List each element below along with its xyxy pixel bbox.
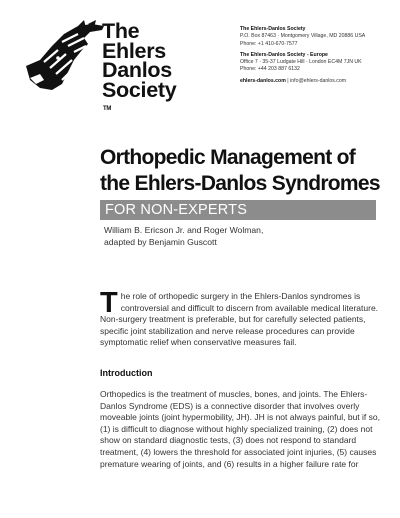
intro-text: he role of orthopedic surgery in the Ehlers-Danlos syndromes is controversial and difficult to discern from available medical literature. Non-surgery treatment is preferable, but for carefully selected patients, specific joint stabilization and nerve release procedures can provide symptomatic relief when conservative measures fail. <box>100 291 379 348</box>
org-name-line4: Society TM <box>102 81 176 120</box>
title-line2: the Ehlers-Danlos Syndromes <box>100 172 380 195</box>
email-link[interactable]: | info@ehlers-danlos.com <box>287 77 347 84</box>
eu-phone: Phone: +44 203 887 6132 <box>240 66 300 73</box>
title-line1: Orthopedic Management of <box>100 146 356 169</box>
org-name-line3: Danlos <box>102 58 172 82</box>
body-paragraph: Orthopedics is the treatment of muscles, bones, and joints. The Ehlers-Danlos Syndrome (EDS) is a connective disorder that involves overly moveable joints (joint hypermobility, JH). JH is not always painful, but if so, (1) is difficult to diagnose without highly specialized training, (2) does not show on standard diagnostic tests, (3) does not respond to standard treatment, (4) lowers the threshold for associated joint injuries, (5) causes premature wearing of joints, and (6) results in a higher failure rate for <box>100 389 380 469</box>
intro-paragraph <box>100 287 384 349</box>
contact-block <box>240 26 390 85</box>
zebra-logo <box>18 20 108 94</box>
authors <box>104 225 384 248</box>
org-name-line2: Ehlers <box>102 38 166 63</box>
eu-address: Office 7 · 35-37 Ludgate Hill · London EC4M 7JN UK <box>240 59 362 66</box>
web-contact <box>240 78 390 85</box>
trademark: TM <box>103 106 112 112</box>
audience-banner: FOR NON-EXPERTS <box>100 200 376 220</box>
authors-line1: William B. Ericson Jr. and Roger Wolman, <box>104 225 264 235</box>
us-org-name: The Ehlers-Danlos Society <box>240 26 306 32</box>
us-address: P.O. Box 87463 · Montgomery Village, MD 20886 USA <box>240 33 366 40</box>
org-name <box>102 19 177 120</box>
website-link[interactable]: ehlers-danlos.com <box>240 77 286 84</box>
us-phone: Phone: +1 410-670-7577 <box>240 40 298 47</box>
org-name-line1: The <box>102 19 140 43</box>
authors-line2: adapted by Benjamin Guscott <box>104 236 217 247</box>
eu-org-name: The Ehlers-Danlos Society - Europe <box>240 51 328 58</box>
drop-cap: T <box>100 287 118 319</box>
document-title <box>100 145 390 197</box>
section-heading: Introduction <box>100 368 153 378</box>
